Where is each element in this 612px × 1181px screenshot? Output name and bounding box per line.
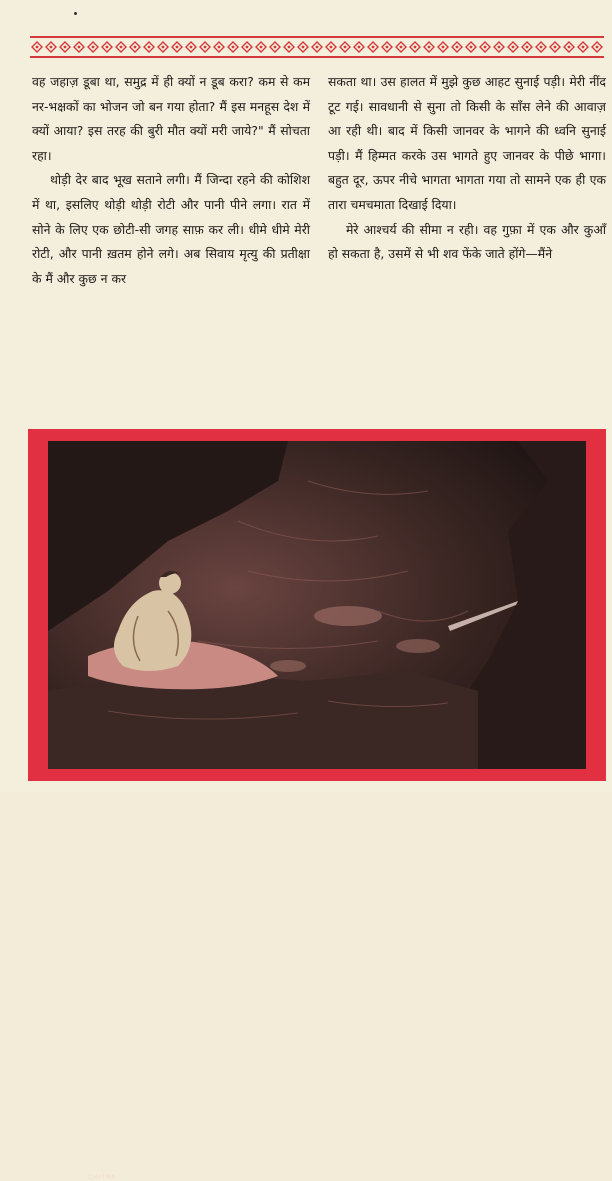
border-motif [172, 42, 182, 52]
paragraph: थोड़ी देर बाद भूख सताने लगी। मैं जिन्दा रहने की कोशिश में था, इसलिए थोड़ी थोड़ी रोटी और पानी पीने लगा। रात में सोने के लिए एक छोटी-सी जगह साफ़ कर ली। धीमे धीमे मेरी रोटी, और पानी ख़तम होने लगे। अब सिवाय मृत्यु की प्रतीक्षा के मैं और कुछ न कर [32, 172, 310, 286]
border-motif [32, 42, 42, 52]
border-motif [354, 42, 364, 52]
border-motif [256, 42, 266, 52]
border-motif [228, 42, 238, 52]
border-motif [480, 42, 490, 52]
border-motif [214, 42, 224, 52]
border-motif [186, 42, 196, 52]
cave-illustration [48, 441, 586, 769]
border-motif [592, 42, 602, 52]
border-motif [60, 42, 70, 52]
paragraph: मेरे आश्चर्य की सीमा न रही। वह गुफ़ा में एक और कुआँ हो सकता है, उसमें से भी शव फेंके जाते होंगे—मैंने [328, 221, 606, 262]
border-motif [88, 42, 98, 52]
border-motif [578, 42, 588, 52]
border-motif [424, 42, 434, 52]
paragraph: वह जहाज़ डूबा था, समुद्र में ही क्यों न डूब करा? कम से कम नर-भक्षकों का भोजन जो बन गया होता? मैं इस मनहूस देश में क्यों आया? इस तरह की बुरी मौत क्यों मरी जाये?" मैं सोचता रहा। [32, 74, 310, 163]
border-motif [340, 42, 350, 52]
text-column-left [32, 70, 310, 291]
illustration-frame [28, 429, 606, 1181]
border-motif [312, 42, 322, 52]
border-motif [536, 42, 546, 52]
print-mark [74, 12, 77, 15]
lit-rock [314, 606, 382, 626]
border-motif [550, 42, 560, 52]
decorative-border [30, 36, 604, 58]
artist-signature: CHITRA [88, 1174, 117, 1181]
paragraph: सकता था। उस हालत में मुझे कुछ आहट सुनाई पड़ी। मेरी नींद टूट गई। सावधानी से सुना तो किसी के साँस लेने की आवाज़ आ रही थी। बाद में किसी जानवर के भागने की ध्वनि सुनाई पड़ी। मैं हिम्मत करके उस भागते हुए जानवर के पीछे भागा। बहुत दूर, ऊपर नीचे भागता भागता गया तो सामने एक ही एक तारा चमचमाता दिखाई दिया। [328, 74, 606, 212]
border-motif [564, 42, 574, 52]
border-motif [508, 42, 518, 52]
border-motif [158, 42, 168, 52]
border-motif [130, 42, 140, 52]
border-motif [396, 42, 406, 52]
border-motif [382, 42, 392, 52]
border-motif [74, 42, 84, 52]
border-motif [522, 42, 532, 52]
border-motif [270, 42, 280, 52]
border-motif [326, 42, 336, 52]
border-motif [200, 42, 210, 52]
border-motif [284, 42, 294, 52]
border-motif [368, 42, 378, 52]
border-motif [452, 42, 462, 52]
lit-rock [396, 639, 440, 653]
border-motif [410, 42, 420, 52]
border-motif [144, 42, 154, 52]
border-motif [46, 42, 56, 52]
border-pattern [30, 38, 604, 56]
border-motif [242, 42, 252, 52]
border-motif [466, 42, 476, 52]
border-motif [116, 42, 126, 52]
text-column-right [328, 70, 606, 267]
border-motif [494, 42, 504, 52]
border-motif [298, 42, 308, 52]
cave-floor [48, 671, 478, 769]
border-motif [438, 42, 448, 52]
lit-rock [270, 660, 306, 672]
border-motif [102, 42, 112, 52]
